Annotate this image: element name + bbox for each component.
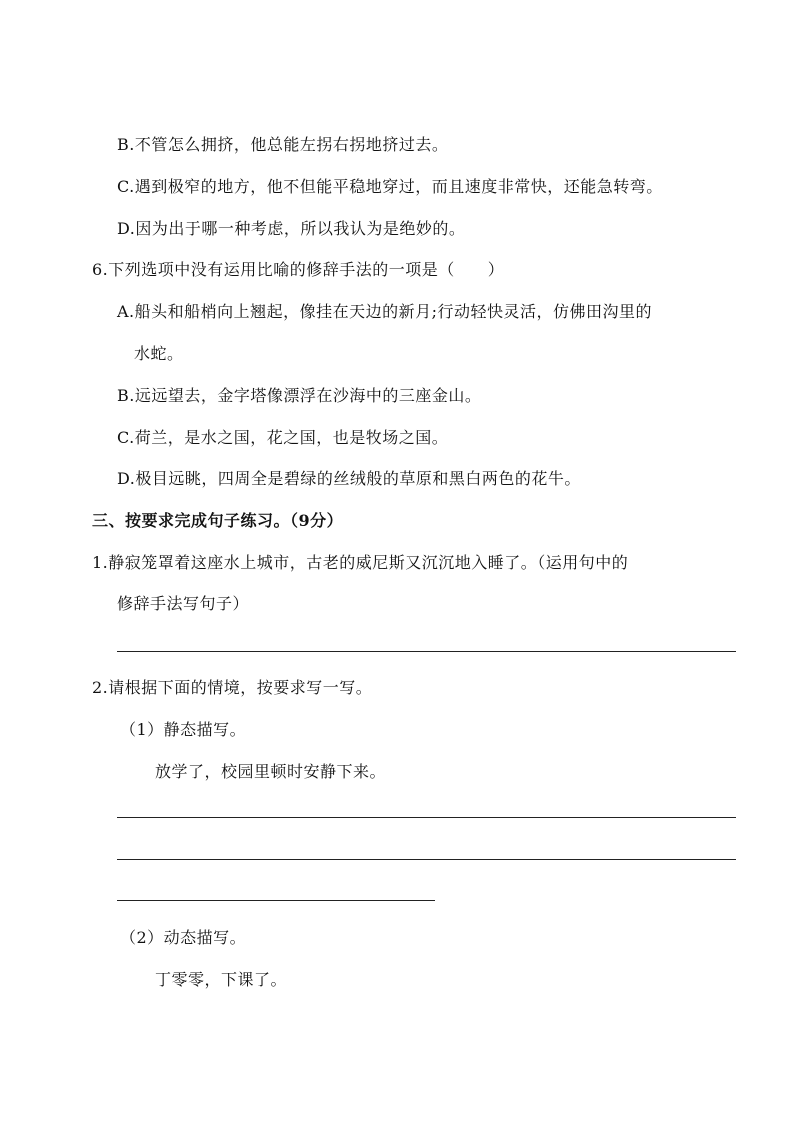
q6-option-c: C.荷兰，是水之国，花之国，也是牧场之国。: [117, 428, 449, 447]
q5-option-b: B.不管怎么拥挤，他总能左拐右拐地挤过去。: [117, 135, 449, 154]
s3-q2-part1-label: （1）静态描写。: [120, 720, 247, 739]
q6-option-d: D.极目远眺，四周全是碧绿的丝绒般的草原和黑白两色的花牛。: [117, 469, 581, 488]
q5-option-c: C.遇到极窄的地方，他不但能平稳地穿过，而且速度非常快，还能急转弯。: [117, 177, 663, 196]
s3-q1-answer-line[interactable]: [117, 651, 736, 652]
q5-option-d: D.因为出于哪一种考虑，所以我认为是绝妙的。: [117, 219, 466, 238]
s3-q2-part2-prompt: 丁零零，下课了。: [155, 970, 288, 989]
s3-q2-part2-label: （2）动态描写。: [120, 928, 247, 947]
s3-q1-line2: 修辞手法写句子）: [117, 594, 250, 613]
s3-q2-part1-answer-line-2[interactable]: [117, 859, 736, 860]
q6-option-b: B.远远望去，金字塔像漂浮在沙海中的三座金山。: [117, 386, 482, 405]
s3-q1-line1: 1.静寂笼罩着这座水上城市，古老的威尼斯又沉沉地入睡了。（运用句中的: [92, 553, 629, 572]
s3-q2-part1-prompt: 放学了，校园里顿时安静下来。: [155, 762, 387, 781]
section-three-heading: 三、按要求完成句子练习。（9分）: [92, 511, 344, 530]
s3-q2-part1-answer-line-3[interactable]: [117, 900, 435, 901]
q6-option-a-line1: A.船头和船梢向上翘起，像挂在天边的新月;行动轻快灵活，仿佛田沟里的: [117, 302, 653, 321]
s3-q2-stem: 2.请根据下面的情境，按要求写一写。: [92, 678, 373, 697]
q6-stem: 6.下列选项中没有运用比喻的修辞手法的一项是（ ）: [92, 260, 505, 279]
s3-q2-part1-answer-line-1[interactable]: [117, 817, 736, 818]
q6-option-a-line2: 水蛇。: [134, 344, 184, 363]
